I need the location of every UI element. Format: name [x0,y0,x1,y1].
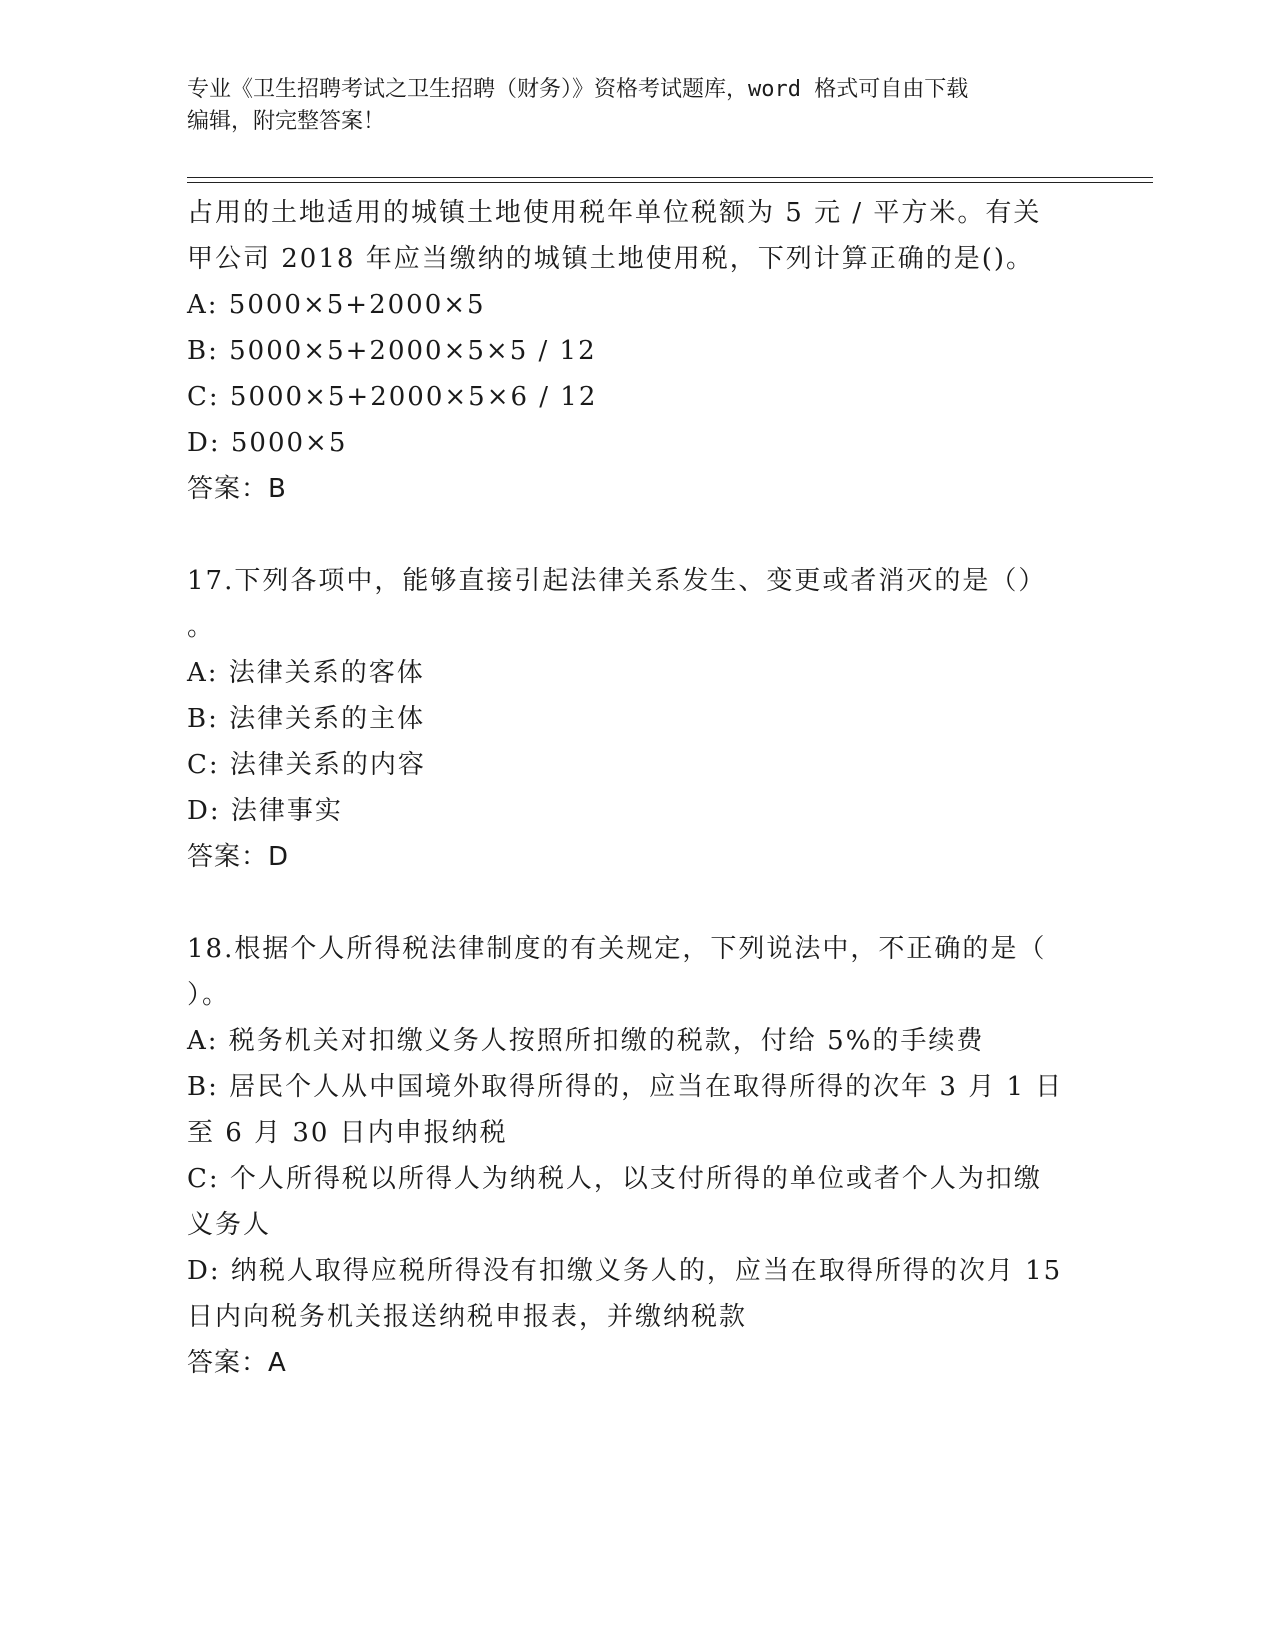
question-stem: 18.根据个人所得税法律制度的有关规定，下列说法中，不正确的是（ [187,934,1047,964]
option-c: C: 法律关系的内容 [187,750,426,780]
answer: 答案：D [187,842,290,872]
answer: 答案：B [187,474,287,504]
document-header [187,74,1087,138]
header-rule-top [187,177,1153,178]
question-list [187,190,1087,1386]
question-stem: 甲公司 2018 年应当缴纳的城镇土地使用税，下列计算正确的是()。 [187,244,1034,274]
question-17 [187,558,1087,880]
answer: 答案：A [187,1348,287,1378]
header-rule-bottom [187,182,1153,183]
question-stem: 17.下列各项中，能够直接引起法律关系发生、变更或者消灭的是（） [187,566,1047,596]
question-stem: 。 [187,612,216,642]
option-d-continued: 日内向税务机关报送纳税申报表，并缴纳税款 [187,1302,748,1332]
question-stem: 占用的土地适用的城镇土地使用税年单位税额为 5 元 / 平方米。有关 [187,198,1042,228]
header-line-1: 专业《卫生招聘考试之卫生招聘（财务）》资格考试题库，word 格式可自由下载 [187,77,969,102]
option-d: D: 纳税人取得应税所得没有扣缴义务人的，应当在取得所得的次月 15 [187,1256,1063,1286]
question-16 [187,190,1087,512]
option-d: D: 5000×5 [187,428,348,458]
header-line-2: 编辑，附完整答案！ [187,109,386,134]
option-d: D: 法律事实 [187,796,343,826]
question-18 [187,926,1087,1386]
option-b: B: 居民个人从中国境外取得所得的，应当在取得所得的次年 3 月 1 日 [187,1072,1064,1102]
option-c: C: 个人所得税以所得人为纳税人，以支付所得的单位或者个人为扣缴 [187,1164,1042,1194]
option-a: A: 法律关系的客体 [187,658,425,688]
option-b-continued: 至 6 月 30 日内申报纳税 [187,1118,508,1148]
option-a: A: 税务机关对扣缴义务人按照所扣缴的税款，付给 5%的手续费 [187,1026,985,1056]
option-a: A: 5000×5+2000×5 [187,290,486,320]
option-b: B: 5000×5+2000×5×5 / 12 [187,336,597,366]
option-b: B: 法律关系的主体 [187,704,426,734]
option-c: C: 5000×5+2000×5×6 / 12 [187,382,598,412]
question-stem: ）。 [187,980,231,1010]
option-c-continued: 义务人 [187,1210,272,1240]
